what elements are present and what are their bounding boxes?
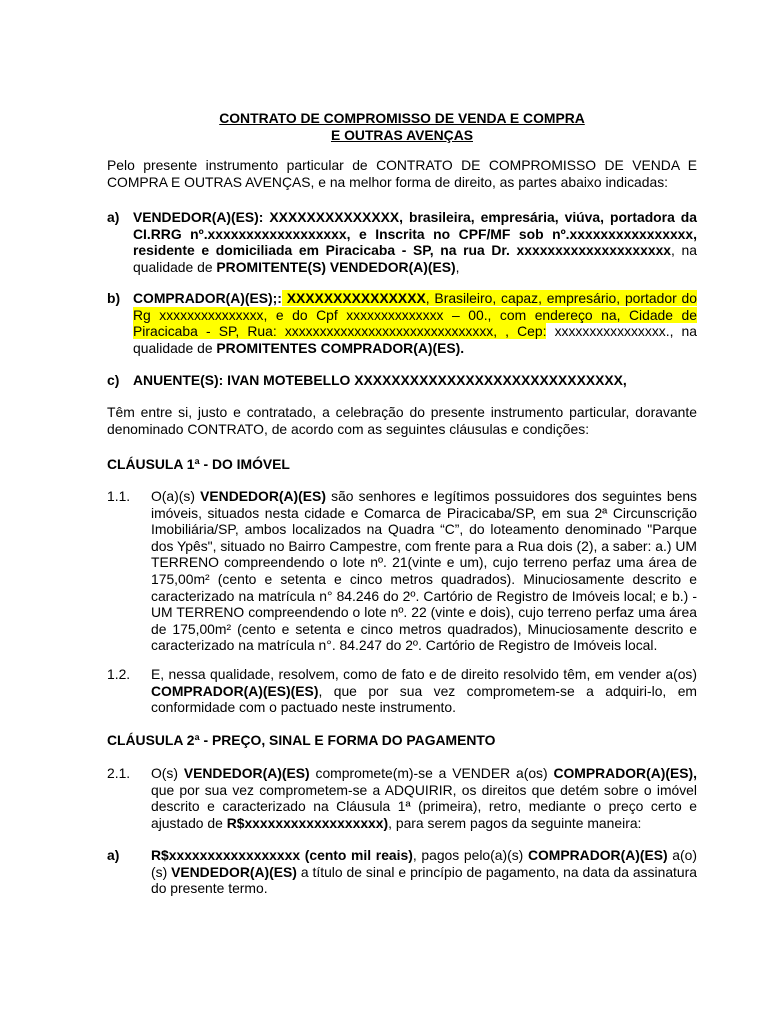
payment-a-mid: , pagos pelo(a)(s) xyxy=(412,847,528,863)
c12-line-3: conformidade com o pactuado neste instrumento. xyxy=(151,699,456,716)
c12-line-2-rest: , que por sua vez comprometem-se a adquiri-lo, em xyxy=(318,682,697,699)
clause-1-heading-text: CLÁUSULA 1ª - DO IMÓVEL xyxy=(107,456,290,472)
c11-line: 175,00m² (cento e setenta e cinco metros quadrados). Minuciosamente descrito e xyxy=(151,570,697,587)
seller-line-2: CI.RRG nº.xxxxxxxxxxxxxxxxxx, e Inscrita no CPF/MF sob nº.xxxxxxxxxxxxxxxx, xyxy=(133,225,697,242)
c11-line: de 175,00m² (cento e setenta e cinco metros quadrados), Minuciosamente descrito e xyxy=(151,620,697,637)
clause-2-1 xyxy=(107,765,697,833)
c11-prefix: O(a)(s) xyxy=(151,488,201,504)
seller-line-3-rest: , na xyxy=(671,242,697,259)
payment-a-amount: R$xxxxxxxxxxxxxxxxx (cento mil reais) xyxy=(151,847,413,863)
seller-quality-prefix: qualidade de xyxy=(133,258,217,275)
clause-1-1 xyxy=(107,488,697,658)
clause-1-2 xyxy=(107,666,697,718)
contract-title xyxy=(107,110,697,143)
payment-a-line-2-prefix: (s) xyxy=(151,863,172,880)
title-line-1: CONTRATO DE COMPROMISSO DE VENDA E COMPRA xyxy=(219,110,585,126)
consenting-party: ANUENTE(S): IVAN MOTEBELLO XXXXXXXXXXXXXXXXXXXXXXXXXXXXX, xyxy=(133,372,627,388)
seller-quality-suffix: , xyxy=(455,258,460,275)
c11-line: caracterizado na matrícula n°. 84.247 do 2º. Cartório de Registro de Imóveis local. xyxy=(151,637,658,654)
c21-line-3: descrito e caracterizado na Cláusula 1ª (primeira), retro, mediante o preço certo e xyxy=(151,798,697,815)
party-buyer xyxy=(107,290,697,360)
party-b-label: b) xyxy=(107,290,121,306)
clause-1-heading xyxy=(107,456,697,473)
c21-prefix: O(s) xyxy=(151,765,184,781)
intro-paragraph xyxy=(107,157,697,190)
c11-line: dos Ypês", situado no Bairro Campestre, com frente para a Rua dois (2), a saber: a.) UM xyxy=(151,537,697,554)
intro-line: Pelo presente instrumento particular de CONTRATO DE COMPROMISSO DE VENDA E xyxy=(107,157,697,173)
buyer-label: COMPRADOR(A)(ES);: xyxy=(133,290,282,306)
seller-quality: PROMITENTE(S) VENDEDOR(A)(ES) xyxy=(216,258,456,275)
buyer-quality-prefix: qualidade de xyxy=(133,339,217,356)
c12-buyer: COMPRADOR(A)(ES)(ES) xyxy=(151,682,319,699)
party-c-label: c) xyxy=(107,372,120,388)
preamble-paragraph xyxy=(107,404,697,437)
buyer-quality: PROMITENTES COMPRADOR(A)(ES). xyxy=(216,339,465,356)
payment-a-seller: VENDEDOR(A)(ES) xyxy=(171,863,297,880)
c12-line-1: E, nessa qualidade, resolvem, como de fato e de direito resolvido têm, em vender a(os) xyxy=(151,666,697,682)
party-consenting xyxy=(107,372,697,390)
c21-line-4-prefix: ajustado de xyxy=(151,814,227,831)
c21-seller: VENDEDOR(A)(ES) xyxy=(183,765,310,781)
c11-line: caracterizado na matrícula n° 84.246 do 2º. Cartório de Registro de Imóveis local; e b.) - xyxy=(151,587,697,604)
c11-line: Imobiliária/SP, ambos localizados na Quadra “C”, do loteamento denominado "Parque xyxy=(151,521,697,538)
party-seller xyxy=(107,209,697,279)
c21-buyer: COMPRADOR(A)(ES), xyxy=(553,765,697,781)
payment-a-line-1-rest: a(o) xyxy=(667,847,697,863)
c21-mid: compromete(m)-se a VENDER a(os) xyxy=(309,765,554,781)
c21-line-2: que por sua vez comprometem-se a ADQUIRIR, os direitos que detém sobre o imóvel xyxy=(151,781,697,798)
c21-line-4-rest: , para serem pagos da seguinte maneira: xyxy=(388,814,642,831)
payment-a-line-2-rest: a título de sinal e princípio de pagamento, na data da assinatura xyxy=(296,863,697,880)
clause-2-heading-text: CLÁUSULA 2ª - PREÇO, SINAL E FORMA DO PAGAMENTO xyxy=(107,732,496,748)
payment-a-label: a) xyxy=(107,847,120,863)
buyer-line-3-rest: xxxxxxxxxxxxxxxx., na xyxy=(546,323,697,340)
payment-a-line-3: do presente termo. xyxy=(151,880,268,897)
title-line-2: E OUTRAS AVENÇAS xyxy=(330,126,473,143)
payment-item-a xyxy=(107,847,697,899)
c21-price: R$xxxxxxxxxxxxxxxxxx) xyxy=(226,814,389,831)
preamble-line: denominado CONTRATO, de acordo com as seguintes cláusulas e condições: xyxy=(107,420,590,437)
seller-line-1: VENDEDOR(A)(ES): XXXXXXXXXXXXXX, brasileira, empresária, viúva, portadora da xyxy=(133,209,697,225)
clause-1-2-number: 1.2. xyxy=(107,666,131,682)
c11-line-1-rest: são senhores e legítimos possuidores dos seguintes bens xyxy=(325,488,697,504)
seller-line-3: residente e domiciliada em Piracicaba - SP, na rua Dr. xxxxxxxxxxxxxxxxxxxx xyxy=(133,242,672,259)
payment-a-buyer: COMPRADOR(A)(ES) xyxy=(527,847,668,863)
clause-2-heading xyxy=(107,732,697,749)
buyer-line-2: Rg xxxxxxxxxxxxxxx, e do Cpf xxxxxxxxxxxxxx – 00., com endereço na, Cidade de xyxy=(133,306,697,323)
clause-2-1-number: 2.1. xyxy=(107,765,131,781)
buyer-line-1-rest: , Brasileiro, capaz, empresário, portador do xyxy=(425,290,697,306)
buyer-line-3: Piracicaba - SP, Rua: xxxxxxxxxxxxxxxxxxxxxxxxxxxxxx, , Cep: xyxy=(133,323,547,340)
intro-line: COMPRA E OUTRAS AVENÇAS, e na melhor forma de direito, as partes abaixo indicadas: xyxy=(107,173,669,190)
c11-line: TERRENO compreendendo o lote nº. 21(vinte e um), cujo terreno perfaz uma área de xyxy=(151,554,697,571)
party-a-label: a) xyxy=(107,209,120,225)
c11-line: imóveis, situados nesta cidade e Comarca de Piracicaba/SP, em sua 2ª Circunscrição xyxy=(151,504,697,521)
clause-1-1-number: 1.1. xyxy=(107,488,131,504)
preamble-line: Têm entre si, justo e contratado, a celebração do presente instrumento particular, doravante xyxy=(107,404,697,420)
c11-seller: VENDEDOR(A)(ES) xyxy=(200,488,326,504)
c11-line: UM TERRENO compreendendo o lote nº. 22 (vinte e dois), cujo terreno perfaz uma área xyxy=(151,604,697,621)
buyer-name: XXXXXXXXXXXXXXX xyxy=(281,290,426,306)
